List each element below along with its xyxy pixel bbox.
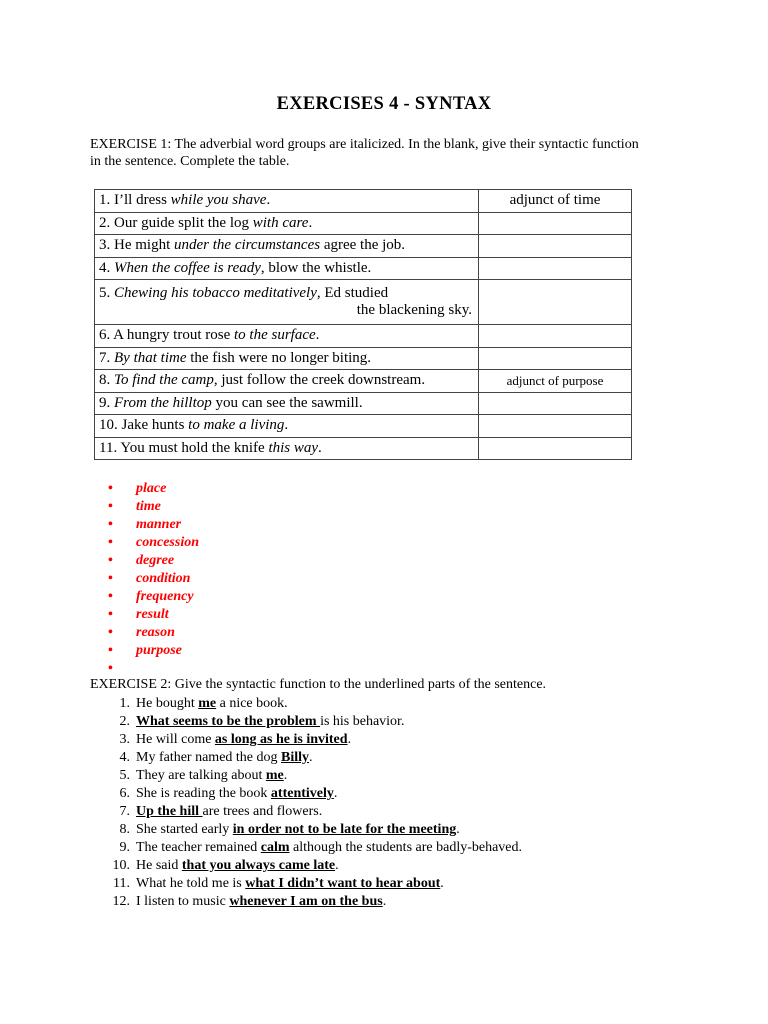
category-label: condition	[136, 571, 191, 586]
table-row	[95, 212, 632, 235]
sentence-text: 8.	[99, 372, 114, 389]
italicized-adverbial: this way	[268, 439, 319, 456]
category-label: concession	[136, 535, 199, 550]
sentence-line-2: the blackening sky.	[356, 302, 472, 318]
sentence-cell	[95, 280, 479, 325]
sentence-text: are trees and flowers.	[202, 804, 323, 819]
answer-cell	[479, 212, 632, 235]
item-number: 3.	[119, 732, 130, 747]
sentence-text: agree the job.	[320, 237, 406, 254]
sentence-line-1	[99, 285, 474, 302]
category-label: time	[136, 499, 161, 514]
exercise1-intro: EXERCISE 1: The adverbial word groups are italicized. In the blank, give their syntactic function in the sentence. Complete the table.	[90, 137, 639, 169]
bullet-icon: •	[108, 625, 113, 640]
sentence-cell	[95, 415, 479, 438]
table-row	[95, 392, 632, 415]
item-number: 8.	[119, 822, 130, 837]
underlined-part: attentively	[270, 786, 334, 801]
list-item	[108, 785, 522, 803]
table-row	[95, 257, 632, 280]
sentence-text: although the students are badly-behaved.	[289, 840, 523, 855]
sentence-text: He bought	[136, 696, 199, 711]
list-item	[108, 480, 199, 498]
sentence-text: the fish were no longer biting.	[186, 349, 372, 366]
italicized-adverbial: From the hilltop	[114, 394, 212, 411]
bullet-icon: •	[108, 499, 113, 514]
italicized-adverbial: To find the camp	[114, 372, 214, 389]
table-row	[95, 370, 632, 393]
underlined-part: that you always came late	[181, 858, 336, 873]
list-item	[108, 803, 522, 821]
sentence-text: .	[318, 439, 322, 456]
list-item	[108, 731, 522, 749]
sentence-text: The teacher remained	[136, 840, 261, 855]
sentence-text: you can see the sawmill.	[211, 394, 363, 411]
underlined-part: What seems to be the problem	[136, 714, 321, 729]
sentence-cell	[95, 212, 479, 235]
list-item	[108, 713, 522, 731]
category-list	[108, 480, 199, 678]
table-row	[95, 190, 632, 213]
list-item	[108, 893, 522, 911]
answer-cell: adjunct of purpose	[479, 370, 632, 393]
sentence-line-1	[99, 260, 474, 277]
bullet-icon: •	[108, 571, 113, 586]
underlined-part: me	[198, 696, 217, 711]
table-row	[95, 437, 632, 460]
sentence-text: .	[309, 750, 313, 765]
sentence-text: 10. Jake hunts	[99, 417, 189, 434]
underlined-part: as long as he is invited	[214, 732, 348, 747]
category-label: manner	[136, 517, 182, 532]
sentence-cell	[95, 257, 479, 280]
sentence-text: .	[315, 327, 320, 344]
answer-cell	[479, 257, 632, 280]
bullet-icon: •	[108, 643, 113, 658]
list-item	[108, 642, 199, 660]
sentence-text: is his behavior.	[320, 714, 405, 729]
sentence-cell	[95, 370, 479, 393]
sentence-line-1	[99, 395, 474, 412]
answer-cell	[479, 415, 632, 438]
sentence-text: My father named the dog	[136, 750, 282, 765]
answer-cell	[479, 347, 632, 370]
sentence-text: a nice book.	[216, 696, 288, 711]
italicized-adverbial: with care	[252, 214, 309, 231]
sentence-text: I listen to music	[136, 894, 230, 909]
italicized-adverbial: Chewing his tobacco meditatively	[114, 285, 317, 301]
category-label: frequency	[136, 589, 194, 604]
sentence-cell	[95, 325, 479, 348]
category-label: purpose	[136, 643, 182, 658]
sentence-text: , blow the whistle.	[260, 259, 372, 276]
exercise1-table	[94, 189, 632, 460]
list-item	[108, 498, 199, 516]
sentence-cell	[95, 437, 479, 460]
italicized-adverbial: under the circumstances	[174, 237, 321, 254]
list-item	[108, 875, 522, 893]
item-number: 5.	[119, 768, 130, 783]
underlined-part: Up the hill	[136, 804, 203, 819]
item-number: 9.	[119, 840, 130, 855]
bullet-icon: •	[108, 607, 113, 622]
list-item	[108, 606, 199, 624]
answer-cell: adjunct of time	[479, 190, 632, 213]
bullet-icon: •	[108, 481, 113, 496]
category-label: result	[136, 607, 169, 622]
sentence-text: .	[283, 768, 288, 783]
list-item	[108, 839, 522, 857]
item-number: 2.	[119, 714, 130, 729]
sentence-text: .	[266, 192, 271, 209]
table-row	[95, 235, 632, 258]
item-number: 6.	[119, 786, 130, 801]
category-label: place	[136, 481, 167, 496]
sentence-text: .	[382, 894, 387, 909]
answer-cell	[479, 280, 632, 325]
sentence-text: They are talking about	[136, 768, 266, 783]
list-item	[108, 660, 199, 678]
sentence-text: .	[335, 858, 339, 873]
sentence-text: 5.	[99, 285, 114, 301]
list-item	[108, 767, 522, 785]
sentence-text: 11. You must hold the knife	[99, 439, 269, 456]
sentence-text: 3. He might	[99, 237, 174, 254]
underlined-part: what I didn’t want to hear about	[245, 876, 441, 891]
sentence-text: , just follow the creek downstream.	[213, 372, 426, 389]
item-number: 11.	[113, 876, 130, 891]
bullet-icon: •	[108, 661, 113, 676]
item-number: 10.	[112, 858, 130, 873]
sentence-text: .	[284, 417, 289, 434]
sentence-text: 1. I’ll dress	[99, 192, 171, 209]
sentence-line-1	[99, 350, 474, 367]
sentence-line-1	[99, 237, 474, 254]
sentence-cell	[95, 347, 479, 370]
list-item	[108, 857, 522, 875]
sentence-line-1	[99, 372, 474, 389]
sentence-text: 2. Our guide split the log	[99, 214, 253, 231]
bullet-icon: •	[108, 517, 113, 532]
underlined-part: whenever I am on the bus	[229, 894, 383, 909]
sentence-text: , Ed studied	[316, 285, 389, 301]
item-number: 1.	[119, 696, 130, 711]
sentence-text: She is reading the book	[136, 786, 271, 801]
table-row	[95, 325, 632, 348]
answer-cell	[479, 325, 632, 348]
underlined-part: in order not to be late for the meeting	[232, 822, 457, 837]
list-item	[108, 570, 199, 588]
list-item	[108, 552, 199, 570]
table-row	[95, 347, 632, 370]
list-item	[108, 624, 199, 642]
sentence-text: 4.	[99, 259, 114, 276]
sentence-text: 6. A hungry trout rose	[99, 327, 234, 344]
exercise2-heading: EXERCISE 2: Give the syntactic function to the underlined parts of the sentence.	[90, 677, 547, 692]
bullet-icon: •	[108, 589, 113, 604]
sentence-cell	[95, 392, 479, 415]
list-item	[108, 588, 199, 606]
answer-cell	[479, 235, 632, 258]
page-title: EXERCISES 4 - SYNTAX	[276, 94, 492, 114]
list-item	[108, 695, 522, 713]
italicized-adverbial: By that time	[114, 349, 187, 366]
item-number: 12.	[112, 894, 130, 909]
italicized-adverbial: to the surface	[234, 327, 316, 344]
sentence-text: She started early	[136, 822, 233, 837]
list-item	[108, 516, 199, 534]
sentence-line-1	[99, 215, 474, 232]
list-item	[108, 534, 199, 552]
table-row	[95, 280, 632, 325]
item-number: 4.	[119, 750, 130, 765]
underlined-part: calm	[260, 840, 290, 855]
bullet-icon: •	[108, 535, 113, 550]
underlined-part: Billy	[281, 750, 310, 765]
italicized-adverbial: to make a living	[188, 417, 285, 434]
item-number: 7.	[119, 804, 130, 819]
answer-cell	[479, 437, 632, 460]
sentence-cell	[95, 235, 479, 258]
italicized-adverbial: When the coffee is ready	[114, 259, 261, 276]
table-row	[95, 415, 632, 438]
sentence-text: 9.	[99, 394, 114, 411]
list-item	[108, 749, 522, 767]
sentence-cell	[95, 190, 479, 213]
category-label: reason	[136, 625, 175, 640]
list-item	[108, 821, 522, 839]
sentence-text: .	[347, 732, 352, 747]
sentence-line-1	[99, 417, 474, 434]
exercise2-list	[108, 695, 522, 911]
underlined-part: me	[265, 768, 284, 783]
bullet-icon: •	[108, 553, 113, 568]
sentence-line-1	[99, 440, 474, 457]
sentence-text: .	[308, 214, 313, 231]
sentence-text: .	[440, 876, 444, 891]
italicized-adverbial: while you shave	[170, 192, 267, 209]
sentence-text: What he told me is	[136, 876, 246, 891]
category-label: degree	[136, 553, 175, 568]
sentence-line-1	[99, 327, 474, 344]
answer-cell	[479, 392, 632, 415]
sentence-text: He said	[136, 858, 182, 873]
sentence-text: .	[333, 786, 338, 801]
sentence-text: .	[456, 822, 460, 837]
sentence-line-1	[99, 192, 474, 209]
sentence-text: He will come	[136, 732, 215, 747]
sentence-text: 7.	[99, 349, 114, 366]
